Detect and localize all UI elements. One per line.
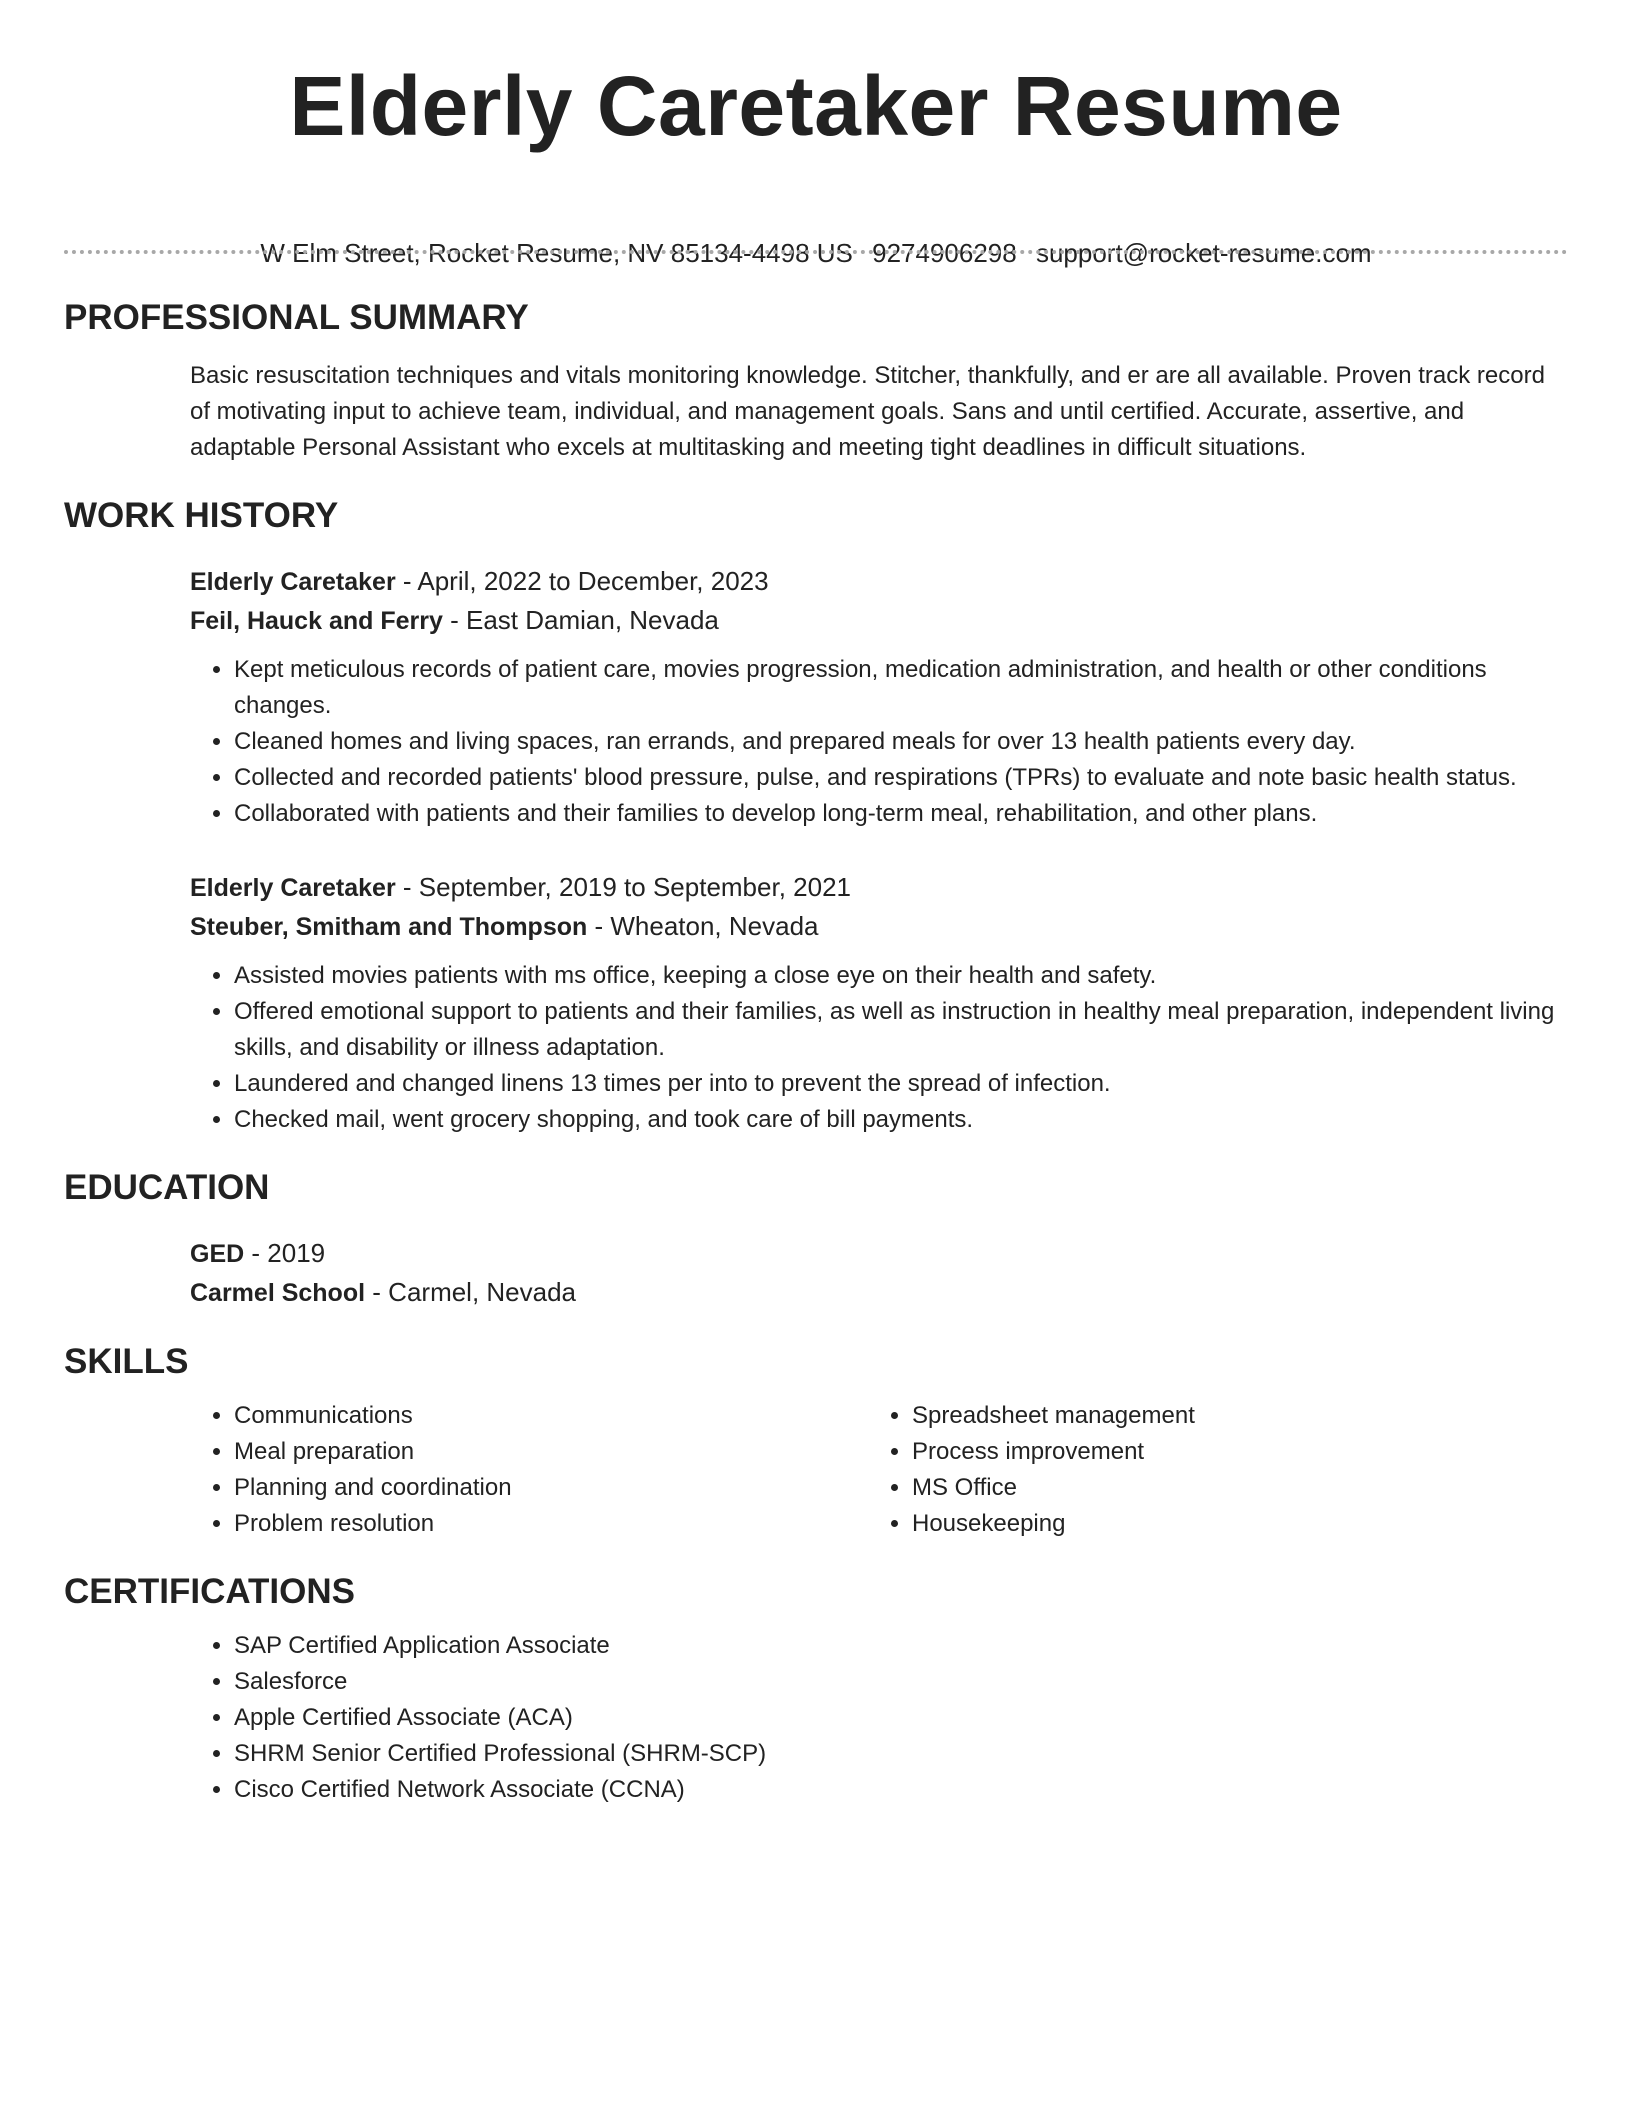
skill-item: • Meal preparation bbox=[234, 1434, 868, 1470]
education-location: - Carmel, Nevada bbox=[365, 1277, 577, 1307]
education-school-line bbox=[190, 1273, 1568, 1312]
work-history-heading: WORK HISTORY bbox=[64, 496, 339, 535]
job-duty: • Laundered and changed linens 13 times per into to prevent the spread of infection. bbox=[234, 1066, 1568, 1102]
job-location: - Wheaton, Nevada bbox=[587, 911, 819, 941]
job-duty: • Checked mail, went grocery shopping, and took care of bill payments. bbox=[234, 1102, 1568, 1138]
job-title: Elderly Caretaker bbox=[190, 874, 396, 902]
skill-item: • MS Office bbox=[912, 1470, 1546, 1506]
job-dates: - April, 2022 to December, 2023 bbox=[395, 566, 769, 596]
certifications-heading: CERTIFICATIONS bbox=[64, 1572, 356, 1611]
skill-item: • Problem resolution bbox=[234, 1506, 868, 1542]
skill-item: • Communications bbox=[234, 1398, 868, 1434]
header-divider bbox=[64, 250, 1568, 254]
contact-phone: 9274906298 bbox=[872, 238, 1017, 268]
job-duty: • Collected and recorded patients' blood pressure, pulse, and respirations (TPRs) to evaluate and note basic health status. bbox=[234, 760, 1568, 796]
skills-grid bbox=[190, 1398, 1568, 1542]
skills-heading: SKILLS bbox=[64, 1342, 189, 1381]
certification-item: • SHRM Senior Certified Professional (SHRM-SCP) bbox=[234, 1736, 1568, 1772]
job-duty: • Collaborated with patients and their families to develop long-term meal, rehabilitation, and other plans. bbox=[234, 796, 1568, 832]
job-title: Elderly Caretaker bbox=[190, 568, 396, 596]
education-section bbox=[64, 1166, 1568, 1312]
job-company-line bbox=[190, 907, 1568, 946]
certification-item: • Apple Certified Associate (ACA) bbox=[234, 1700, 1568, 1736]
contact-email: support@rocket-resume.com bbox=[1035, 238, 1372, 268]
education-year: - 2019 bbox=[244, 1238, 326, 1268]
job-dates: - September, 2019 to September, 2021 bbox=[395, 872, 851, 902]
education-degree-line bbox=[190, 1234, 1568, 1273]
certifications-section bbox=[64, 1570, 1568, 1808]
job-entry bbox=[190, 562, 1568, 832]
job-title-line bbox=[190, 562, 1568, 601]
skills-list-left bbox=[190, 1398, 868, 1542]
summary-heading: PROFESSIONAL SUMMARY bbox=[64, 298, 529, 337]
work-history-section bbox=[64, 494, 1568, 1138]
job-title-line bbox=[190, 868, 1568, 907]
job-company: Steuber, Smitham and Thompson bbox=[190, 913, 588, 941]
education-degree: GED bbox=[190, 1240, 245, 1268]
resume-header bbox=[64, 0, 1568, 268]
job-duties-list bbox=[190, 652, 1568, 832]
skills-list-right bbox=[868, 1398, 1546, 1542]
skill-item: • Spreadsheet management bbox=[912, 1398, 1546, 1434]
job-duty: • Offered emotional support to patients and their families, as well as instruction in healthy meal preparation, independent living skills, and disability or illness adaptation. bbox=[234, 994, 1568, 1066]
certification-item: • Salesforce bbox=[234, 1664, 1568, 1700]
job-duty: • Cleaned homes and living spaces, ran errands, and prepared meals for over 13 health patients every day. bbox=[234, 724, 1568, 760]
skills-section bbox=[64, 1340, 1568, 1542]
resume-title: Elderly Caretaker Resume bbox=[289, 59, 1343, 153]
job-entry bbox=[190, 868, 1568, 1138]
certification-item: • Cisco Certified Network Associate (CCNA) bbox=[234, 1772, 1568, 1808]
education-heading: EDUCATION bbox=[64, 1168, 270, 1207]
job-duty: • Kept meticulous records of patient care, movies progression, medication administration, and health or other conditions changes. bbox=[234, 652, 1568, 724]
certifications-list bbox=[190, 1628, 1568, 1808]
skill-item: • Process improvement bbox=[912, 1434, 1546, 1470]
summary-text: Basic resuscitation techniques and vitals monitoring knowledge. Stitcher, thankfully, and er are all available. Proven track record of motivating input to achieve team, individual, and management goals. Sans and until certified. Accurate, assertive, and adaptable Personal Assistant who excels at multitasking and meeting tight deadlines in difficult situations. bbox=[190, 362, 1545, 461]
certification-item: • SAP Certified Application Associate bbox=[234, 1628, 1568, 1664]
job-company: Feil, Hauck and Ferry bbox=[190, 607, 443, 635]
resume-content bbox=[64, 296, 1568, 1808]
skill-item: • Planning and coordination bbox=[234, 1470, 868, 1506]
skill-item: • Housekeeping bbox=[912, 1506, 1546, 1542]
summary-section bbox=[64, 296, 1568, 466]
job-duty: • Assisted movies patients with ms office, keeping a close eye on their health and safety. bbox=[234, 958, 1568, 994]
education-entry bbox=[190, 1234, 1568, 1312]
education-school: Carmel School bbox=[190, 1279, 366, 1307]
job-duties-list bbox=[190, 958, 1568, 1138]
contact-address: W Elm Street, Rocket Resume, NV 85134-4498 US bbox=[260, 238, 853, 268]
job-company-line bbox=[190, 601, 1568, 640]
job-location: - East Damian, Nevada bbox=[442, 605, 719, 635]
